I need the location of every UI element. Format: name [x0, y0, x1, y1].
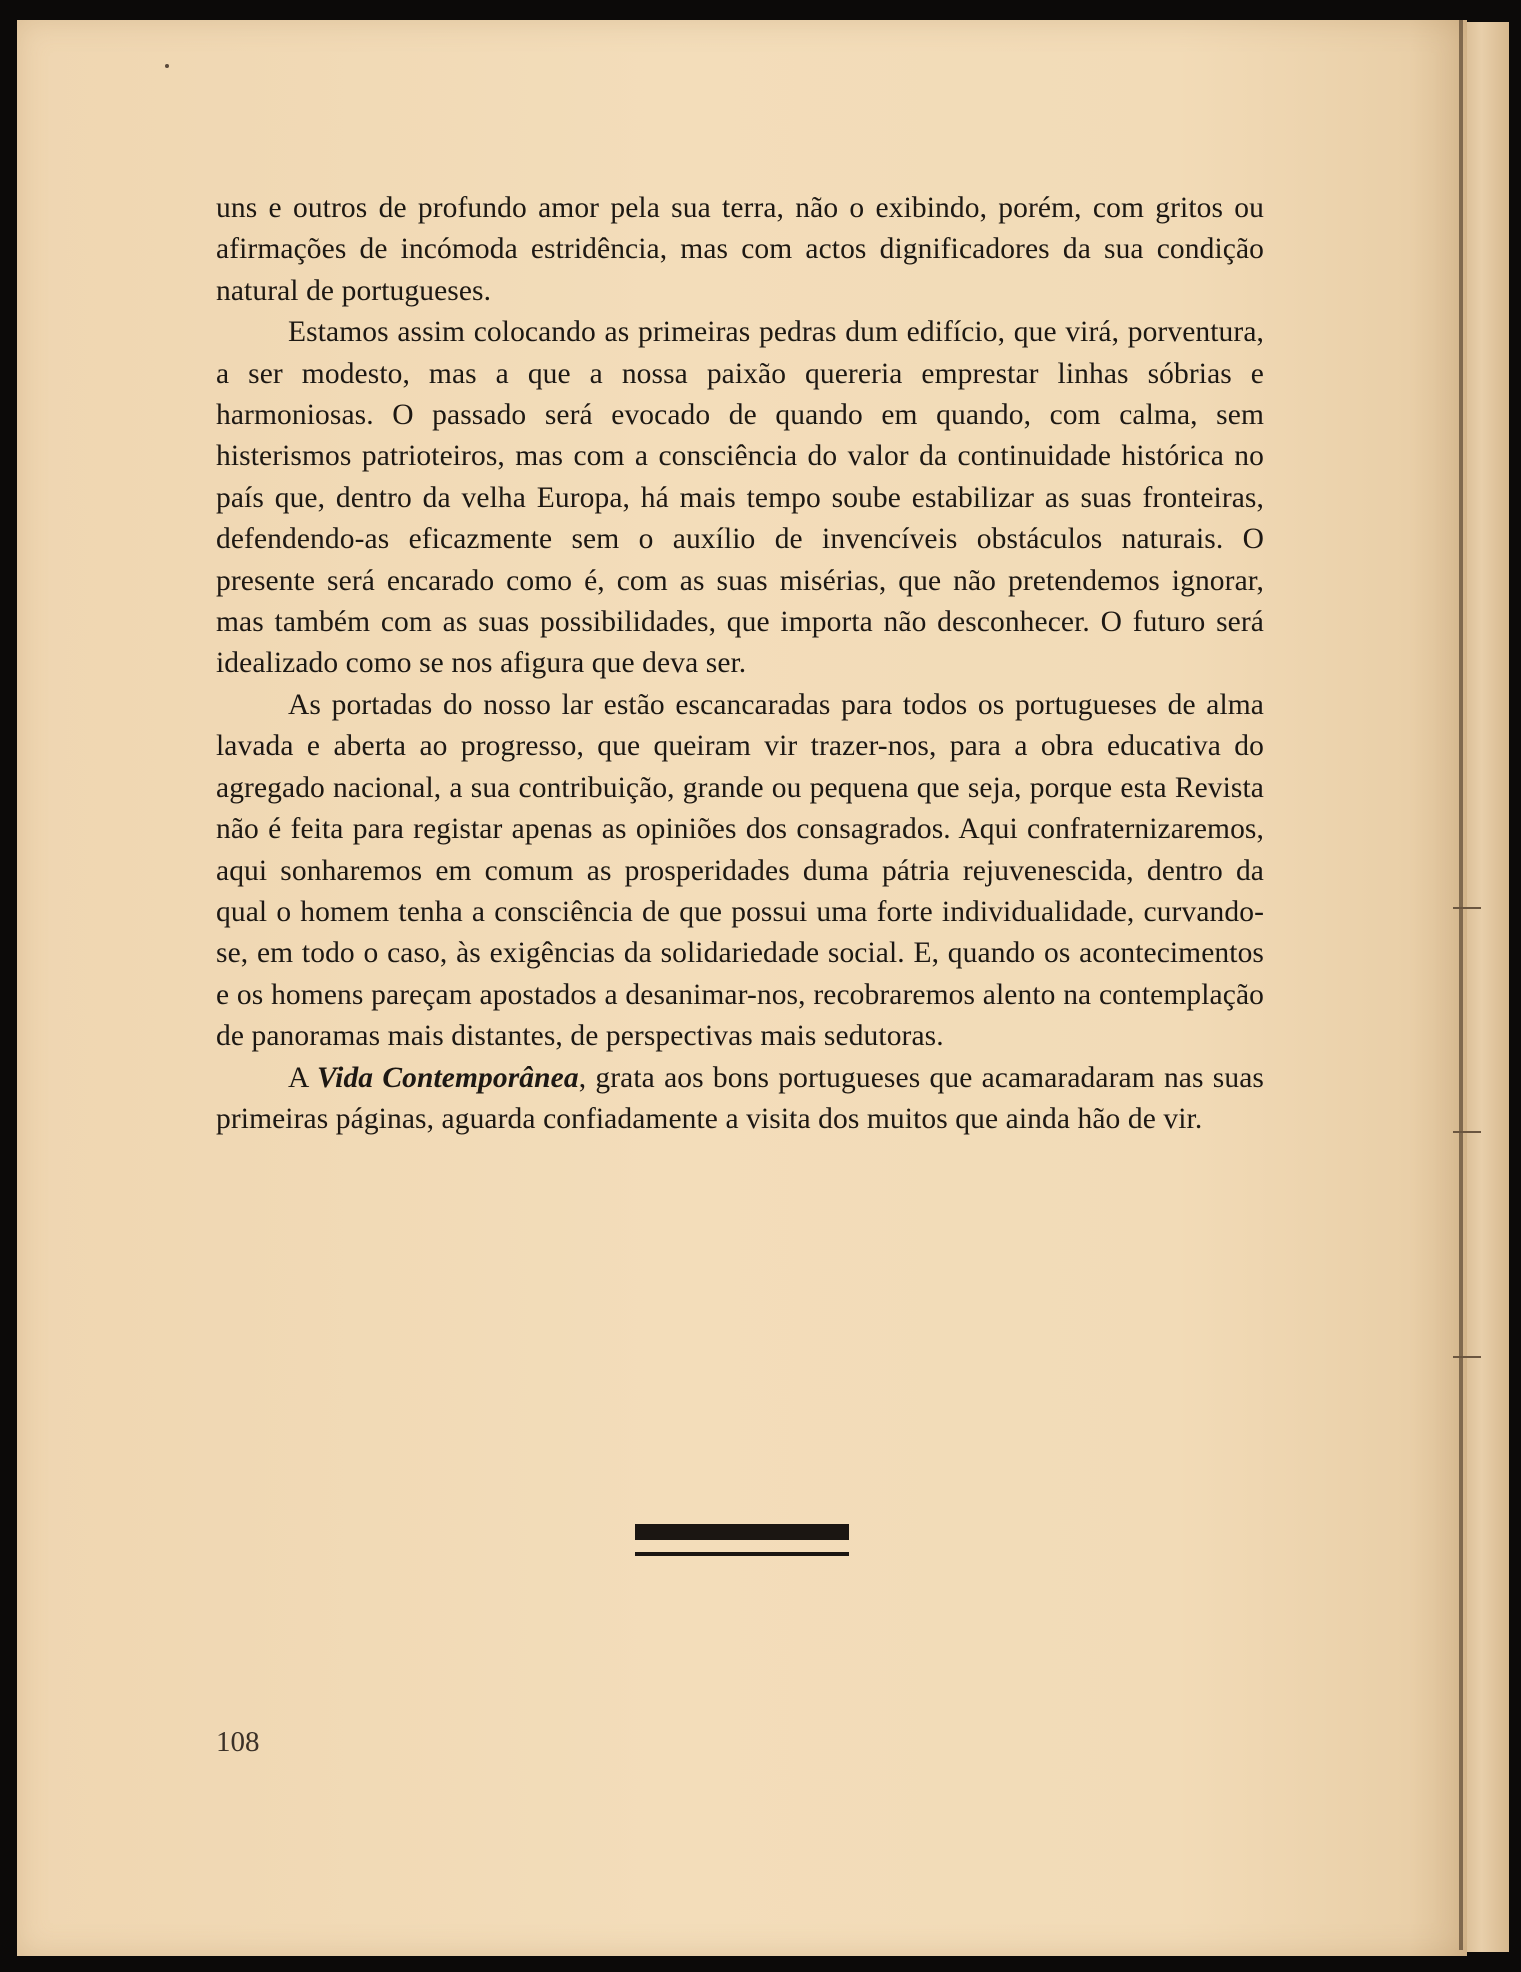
- edge-mark: [1453, 907, 1481, 909]
- adjacent-page-edge: [1463, 22, 1509, 1952]
- end-ornament: [635, 1524, 849, 1556]
- journal-title: Vida Contemporânea: [317, 1061, 579, 1094]
- edge-mark: [1453, 1356, 1481, 1358]
- print-speck: [165, 64, 169, 68]
- edge-mark: [1453, 1131, 1481, 1133]
- ornament-rule: [635, 1552, 849, 1556]
- page-gutter-line: [1459, 20, 1463, 1950]
- paragraph-4: [216, 1058, 1264, 1141]
- paragraph-2: Estamos assim colocando as primeiras pedras dum edifício, que virá, porventura, a ser modesto, mas a que a nossa paixão quereria emprestar linhas sóbrias e harmoniosas. O passado será evocado de quando em quando, com calma, sem histerismos patrioteiros, mas com a consciência do valor da continuidade histórica no país que, dentro da velha Europa, há mais tempo soube estabilizar as suas fronteiras, defendendo-as eficazmente sem o auxílio de invencíveis obstáculos naturais. O presente será encarado como é, com as suas misérias, que não pretendemos ignorar, mas também com as suas possibilidades, que importa não desconhecer. O futuro será idealizado como se nos afigura que deva ser.: [216, 316, 1264, 680]
- article-body: [216, 188, 1264, 1140]
- paragraph-3: As portadas do nosso lar estão escancaradas para todos os portugueses de alma lavada e aberta ao progresso, que queiram vir trazer-nos, para a obra educativa do agregado nacional, a sua contribuição, grande ou pequena que seja, porque esta Revista não é feita para registar apenas as opiniões dos consagrados. Aqui confraternizaremos, aqui sonharemos em comum as prosperidades duma pátria rejuvenescida, dentro da qual o homem tenha a consciência de que possui uma forte individualidade, curvando-se, em todo o caso, às exigências da solidariedade social. E, quando os acontecimentos e os homens pareçam apostados a desanimar-nos, recobraremos alento na contemplação de panoramas mais distantes, de perspectivas mais sedutoras.: [216, 688, 1264, 1053]
- page-number: 108: [216, 1726, 260, 1758]
- paragraph-1: uns e outros de profundo amor pela sua terra, não o exibindo, porém, com gritos ou afirmações de incómoda estridência, mas com actos dignificadores da sua condição natural de portugueses.: [216, 192, 1264, 307]
- ornament-bar: [635, 1524, 849, 1540]
- paragraph-4-rest: , grata aos bons portugueses que acamaradaram nas suas primeiras páginas, aguarda confiadamente a visita dos muitos que ainda hão de vir.: [216, 1061, 1264, 1135]
- paragraph-4-start: A: [288, 1061, 317, 1094]
